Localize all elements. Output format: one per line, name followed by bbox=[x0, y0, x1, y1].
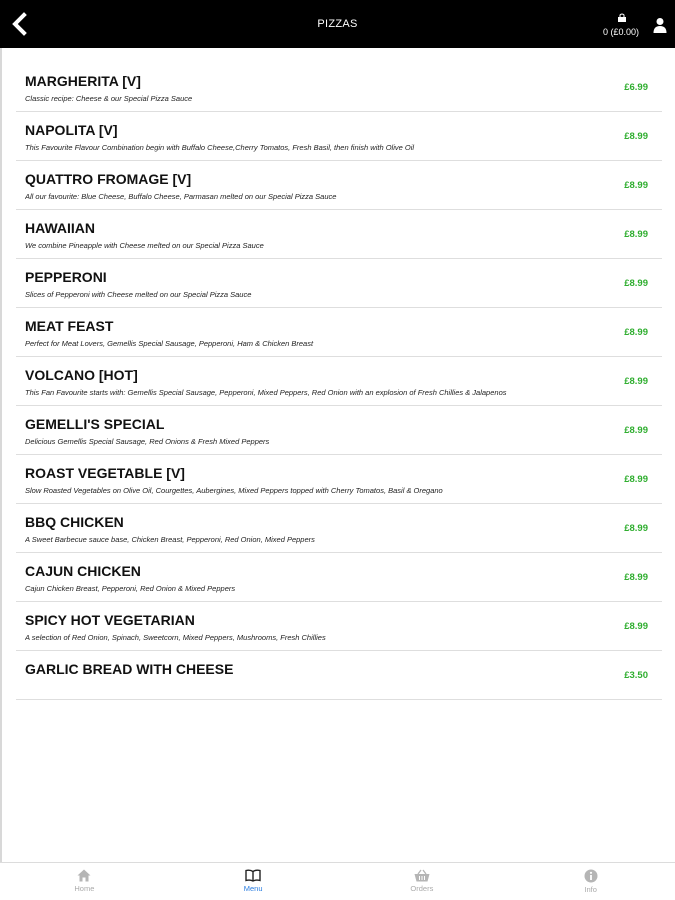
menu-item[interactable] bbox=[16, 259, 662, 308]
item-name: QUATTRO FROMAGE [V] bbox=[25, 171, 192, 187]
cart-button[interactable] bbox=[598, 10, 644, 40]
item-price: £8.99 bbox=[624, 376, 648, 387]
menu-item[interactable] bbox=[16, 602, 662, 651]
tab-home[interactable] bbox=[0, 863, 169, 900]
item-price: £8.99 bbox=[624, 425, 648, 436]
tab-info[interactable] bbox=[506, 863, 675, 900]
tab-label: Info bbox=[584, 885, 597, 894]
item-name: BBQ CHICKEN bbox=[25, 514, 124, 530]
item-name: HAWAIIAN bbox=[25, 220, 95, 236]
item-price: £8.99 bbox=[624, 327, 648, 338]
item-name: VOLCANO [HOT] bbox=[25, 367, 138, 383]
item-price: £6.99 bbox=[624, 82, 648, 93]
item-name: SPICY HOT VEGETARIAN bbox=[25, 612, 195, 628]
item-name: GEMELLI'S SPECIAL bbox=[25, 416, 165, 432]
tab-bar bbox=[0, 862, 675, 900]
menu-item[interactable] bbox=[16, 308, 662, 357]
menu-item[interactable] bbox=[16, 651, 662, 700]
item-description: This Favourite Flavour Combination begin with Buffalo Cheese,Cherry Tomatos, Fresh Basil, then finish with Olive Oil bbox=[25, 143, 415, 152]
chevron-left-icon bbox=[10, 12, 28, 36]
item-name: MEAT FEAST bbox=[25, 318, 114, 334]
item-name: PEPPERONI bbox=[25, 269, 107, 285]
item-description: A Sweet Barbecue sauce base, Chicken Breast, Pepperoni, Red Onion, Mixed Peppers bbox=[25, 535, 315, 544]
top-bar bbox=[0, 0, 675, 48]
item-description: All our favourite: Blue Cheese, Buffalo Cheese, Parmasan melted on our Special Pizza Sauce bbox=[25, 192, 337, 201]
menu-item[interactable] bbox=[16, 504, 662, 553]
menu-item[interactable] bbox=[16, 112, 662, 161]
menu-list bbox=[16, 63, 662, 700]
item-description: Slices of Pepperoni with Cheese melted on our Special Pizza Sauce bbox=[25, 290, 252, 299]
cart-summary: 0 (£0.00) bbox=[602, 27, 640, 37]
menu-item[interactable] bbox=[16, 455, 662, 504]
item-description: We combine Pineapple with Cheese melted on our Special Pizza Sauce bbox=[25, 241, 264, 250]
item-price: £8.99 bbox=[624, 131, 648, 142]
item-price: £8.99 bbox=[624, 621, 648, 632]
tab-label: Home bbox=[74, 884, 95, 893]
tab-menu[interactable] bbox=[169, 863, 338, 900]
item-price: £8.99 bbox=[624, 572, 648, 583]
item-price: £3.50 bbox=[624, 670, 648, 681]
account-button[interactable] bbox=[652, 17, 670, 35]
menu-item[interactable] bbox=[16, 210, 662, 259]
item-description: This Fan Favourite starts with: Gemellis Special Sausage, Pepperoni, Mixed Peppers, Red Onion with an explosion of Fresh Chillies & Jalapenos bbox=[25, 388, 507, 397]
item-price: £8.99 bbox=[624, 474, 648, 485]
info-icon bbox=[584, 869, 598, 883]
item-name: GARLIC BREAD WITH CHEESE bbox=[25, 661, 234, 677]
home-icon bbox=[77, 869, 91, 882]
menu-item[interactable] bbox=[16, 63, 662, 112]
item-description: Slow Roasted Vegetables on Olive Oil, Courgettes, Aubergines, Mixed Peppers topped with Cherry Tomatos, Basil & Oregano bbox=[25, 486, 443, 495]
item-description: Perfect for Meat Lovers, Gemellis Special Sausage, Pepperoni, Ham & Chicken Breast bbox=[25, 339, 314, 348]
tab-label: Menu bbox=[243, 884, 263, 893]
item-price: £8.99 bbox=[624, 229, 648, 240]
back-button[interactable] bbox=[6, 8, 32, 40]
basket-icon bbox=[617, 13, 627, 23]
tab-label: Orders bbox=[410, 884, 434, 893]
item-description: Cajun Chicken Breast, Pepperoni, Red Onion & Mixed Peppers bbox=[25, 584, 236, 593]
tab-orders[interactable] bbox=[338, 863, 507, 900]
item-description: Delicious Gemellis Special Sausage, Red Onions & Fresh Mixed Peppers bbox=[25, 437, 270, 446]
menu-item[interactable] bbox=[16, 406, 662, 455]
item-description: Classic recipe: Cheese & our Special Pizza Sauce bbox=[25, 94, 193, 103]
item-name: CAJUN CHICKEN bbox=[25, 563, 141, 579]
item-name: NAPOLITA [V] bbox=[25, 122, 118, 138]
page-title: PIZZAS bbox=[317, 18, 358, 30]
book-icon bbox=[245, 869, 261, 882]
user-icon bbox=[652, 17, 668, 33]
menu-item[interactable] bbox=[16, 553, 662, 602]
item-price: £8.99 bbox=[624, 523, 648, 534]
item-price: £8.99 bbox=[624, 278, 648, 289]
item-name: ROAST VEGETABLE [V] bbox=[25, 465, 185, 481]
item-description: A selection of Red Onion, Spinach, Sweetcorn, Mixed Peppers, Mushrooms, Fresh Chillies bbox=[25, 633, 326, 642]
menu-item[interactable] bbox=[16, 161, 662, 210]
item-price: £8.99 bbox=[624, 180, 648, 191]
menu-area bbox=[0, 48, 675, 862]
basket-icon bbox=[414, 869, 430, 882]
item-name: MARGHERITA [V] bbox=[25, 73, 141, 89]
menu-item[interactable] bbox=[16, 357, 662, 406]
